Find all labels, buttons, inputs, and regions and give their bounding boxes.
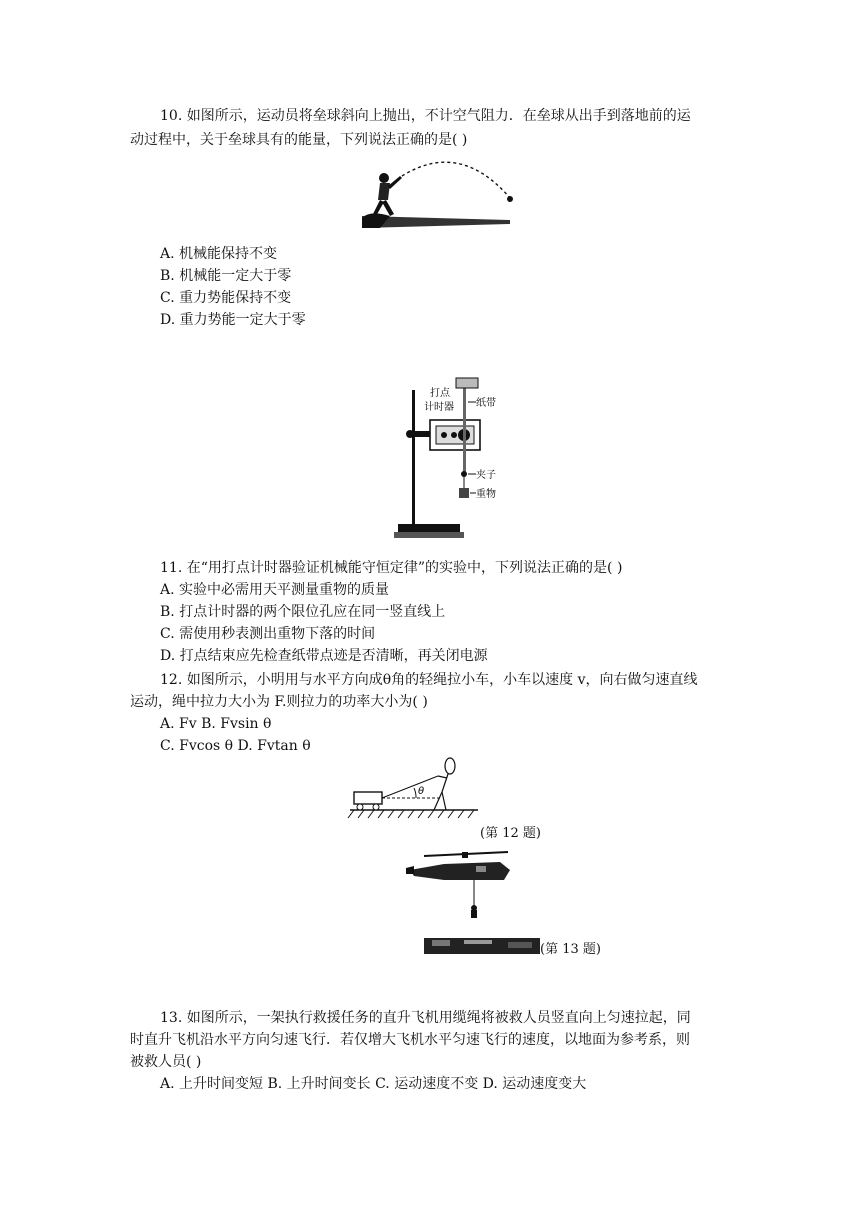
q13-options-row: A. 上升时间变短 B. 上升时间变长 C. 运动速度不变 D. 运动速度变大	[160, 1076, 587, 1092]
q11-stem: 11. 在“用打点计时器验证机械能守恒定律”的实验中，下列说法正确的是( )	[160, 560, 623, 576]
q12-options-row2: C. Fvcos θ D. Fvtan θ	[160, 738, 311, 754]
ticker-timer-apparatus-figure	[392, 374, 512, 546]
q11-option-c: C. 需使用秒表测出重物下落的时间	[160, 626, 376, 642]
q12-stem-line1: 12. 如图所示，小明用与水平方向成θ角的轻绳拉小车，小车以速度 v，向右做匀速直线	[160, 672, 698, 688]
ship-deck-figure	[424, 936, 540, 954]
q13-figure-caption: (第 13 题)	[540, 942, 601, 957]
q10-option-a: A. 机械能保持不变	[160, 246, 278, 262]
q10-stem-line2: 动过程中，关于垒球具有的能量，下列说法正确的是( )	[130, 132, 468, 148]
q11-option-d: D. 打点结束应先检查纸带点迹是否清晰，再关闭电源	[160, 648, 488, 664]
q13-stem-line1: 13. 如图所示，一架执行救援任务的直升飞机用缆绳将被救人员竖直向上匀速拉起，同	[160, 1010, 691, 1026]
timer-label-line2: 计时器	[424, 402, 454, 413]
q13-stem-line3: 被救人员( )	[130, 1054, 202, 1070]
weight-label: 重物	[476, 489, 496, 500]
q12-figure-caption: (第 12 题)	[480, 826, 541, 841]
angle-theta-label: θ	[418, 786, 425, 797]
clip-label: 夹子	[476, 470, 496, 481]
q12-stem-line2: 运动，绳中拉力大小为 F.则拉力的功率大小为( )	[130, 694, 428, 710]
q10-option-b: B. 机械能一定大于零	[160, 268, 292, 284]
q11-option-a: A. 实验中必需用天平测量重物的质量	[160, 582, 390, 598]
q12-options-row1: A. Fv B. Fvsin θ	[160, 716, 272, 732]
helicopter-rescue-figure	[404, 848, 514, 920]
q10-option-c: C. 重力势能保持不变	[160, 290, 292, 306]
timer-label-line1: 打点	[430, 388, 450, 399]
q13-stem-line2: 时直升飞机沿水平方向匀速飞行．若仅增大飞机水平匀速飞行的速度，以地面为参考系，则	[130, 1032, 690, 1048]
person-pulling-cart-figure	[346, 756, 480, 826]
tape-label: 纸带	[476, 398, 496, 409]
softball-throw-figure	[360, 158, 520, 230]
q11-option-b: B. 打点计时器的两个限位孔应在同一竖直线上	[160, 604, 446, 620]
q10-option-d: D. 重力势能一定大于零	[160, 312, 306, 328]
q10-stem-line1: 10. 如图所示，运动员将垒球斜向上抛出，不计空气阻力．在垒球从出手到落地前的运	[160, 108, 691, 124]
